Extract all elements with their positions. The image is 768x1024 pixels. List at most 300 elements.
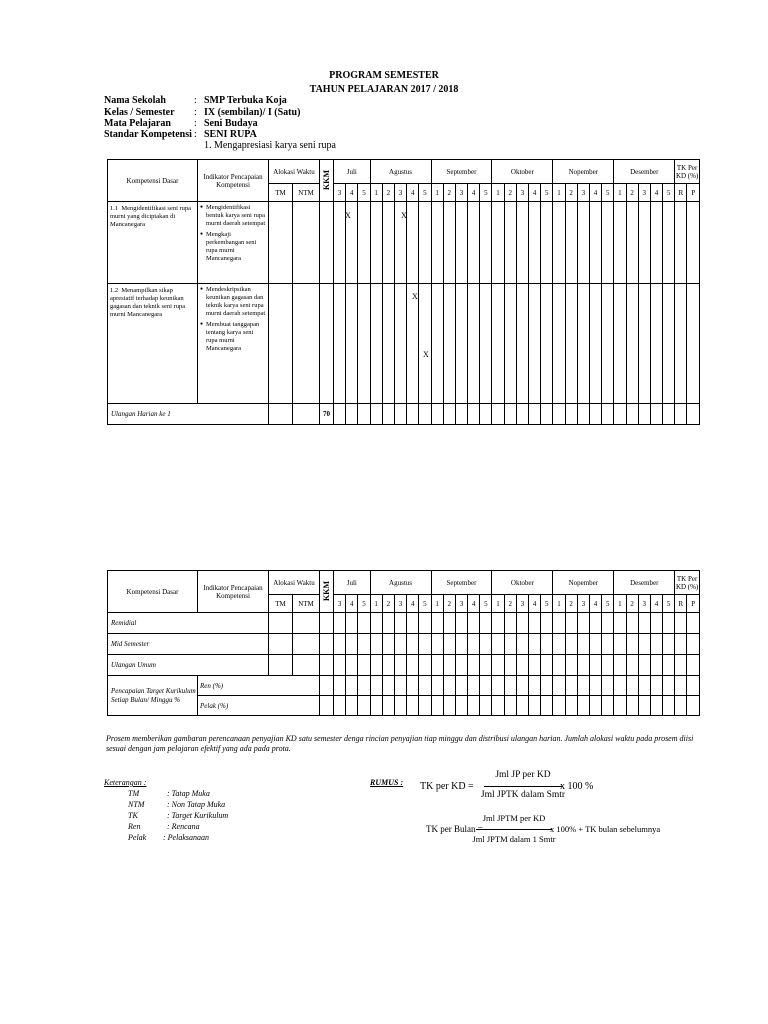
header-ntm: NTM — [293, 595, 320, 613]
week-cell: 3 — [638, 595, 650, 613]
grid-cell — [370, 655, 382, 676]
grid-cell — [614, 613, 626, 634]
grid-cell — [565, 696, 577, 716]
grid-cell — [407, 655, 419, 676]
grid-cell — [553, 676, 565, 696]
doc-subtitle: TAHUN PELAJARAN 2017 / 2018 — [309, 84, 459, 95]
info-value: IX (sembilan)/ I (Satu) — [204, 107, 301, 118]
grid-cell — [565, 202, 577, 284]
grid-cell — [269, 613, 293, 634]
grid-cell — [626, 696, 638, 716]
week-cell: 3 — [516, 184, 528, 202]
table-row — [108, 655, 700, 676]
grid-cell — [334, 284, 346, 404]
grid-cell — [675, 634, 687, 655]
week-cell: 1 — [492, 184, 504, 202]
grid-cell — [602, 284, 614, 404]
grid-cell — [455, 655, 467, 676]
grid-cell — [382, 284, 394, 404]
grid-cell — [370, 404, 382, 425]
grid-cell — [370, 202, 382, 284]
grid-cell — [492, 634, 504, 655]
grid-cell — [589, 676, 601, 696]
grid-cell — [419, 634, 431, 655]
grid-cell — [663, 676, 675, 696]
grid-cell — [358, 634, 370, 655]
grid-cell — [565, 634, 577, 655]
grid-cell — [516, 613, 528, 634]
grid-cell — [529, 284, 541, 404]
grid-cell — [638, 634, 650, 655]
week-cell: 1 — [553, 184, 565, 202]
ulangan-harian-cell: Ulangan Harian ke 1 — [108, 404, 269, 425]
grid-cell — [431, 613, 443, 634]
kd-cell: 1.1 Mengidentifikasi seni rupa murni yang diciptakan di Mancanegara — [108, 202, 198, 284]
grid-cell — [431, 696, 443, 716]
grid-cell — [675, 404, 687, 425]
grid-cell — [419, 676, 431, 696]
grid-cell — [468, 696, 480, 716]
grid-cell — [394, 613, 406, 634]
grid-cell — [431, 655, 443, 676]
grid-cell — [529, 613, 541, 634]
grid-cell — [358, 696, 370, 716]
header-tk: TK Per KD (%) — [675, 571, 700, 595]
header-indikator: Indikator Pencapaian Kompetensi — [198, 571, 269, 613]
grid-cell — [541, 676, 553, 696]
indikator-cell: ● Mengidentifikasi bentuk karya seni rupa murni daerah setempat ● Mengkaji perkembangan seni rupa murni Mancanegara — [198, 202, 269, 284]
grid-cell — [431, 404, 443, 425]
formula-2-den: Jml JPTM dalam 1 Smtr — [472, 834, 556, 844]
week-cell: 1 — [370, 184, 382, 202]
grid-cell — [419, 202, 431, 284]
x-mark: X — [423, 350, 429, 359]
week-cell: 2 — [504, 184, 516, 202]
info-sep: : — [194, 95, 197, 106]
week-cell: 4 — [468, 184, 480, 202]
grid-cell — [492, 696, 504, 716]
grid-cell — [589, 634, 601, 655]
grid-cell — [602, 404, 614, 425]
grid-cell — [687, 634, 700, 655]
info-value: SMP Terbuka Koja — [204, 95, 287, 106]
grid-cell — [394, 634, 406, 655]
week-cell: 4 — [650, 595, 662, 613]
grid-cell — [516, 404, 528, 425]
grid-cell — [480, 202, 492, 284]
info-label: Standar Kompetensi — [104, 129, 192, 140]
grid-cell — [468, 404, 480, 425]
header-p: P — [687, 595, 700, 613]
grid-cell — [650, 676, 662, 696]
grid-cell — [577, 655, 589, 676]
header-r: R — [675, 184, 687, 202]
formula-2-tail: x 100% + TK bulan sebelumnya — [550, 824, 661, 834]
ket-abbr: TM — [128, 789, 140, 798]
grid-cell — [346, 613, 358, 634]
grid-cell — [346, 676, 358, 696]
grid-cell — [614, 634, 626, 655]
grid-cell — [492, 655, 504, 676]
grid-cell — [334, 655, 346, 676]
grid-cell — [529, 696, 541, 716]
grid-cell — [516, 676, 528, 696]
week-cell: 2 — [565, 184, 577, 202]
grid-cell — [334, 202, 346, 284]
grid-cell — [650, 613, 662, 634]
grid-cell — [455, 634, 467, 655]
grid-cell — [602, 202, 614, 284]
grid-cell — [565, 404, 577, 425]
grid-cell — [293, 404, 320, 425]
grid-cell — [577, 696, 589, 716]
grid-cell — [504, 284, 516, 404]
grid-cell — [293, 655, 320, 676]
header-kkm: KKM — [320, 160, 334, 202]
grid-cell — [480, 284, 492, 404]
week-cell: 5 — [480, 595, 492, 613]
mid-semester-cell: Mid Semester — [108, 634, 269, 655]
grid-cell — [529, 676, 541, 696]
grid-cell — [492, 284, 504, 404]
grid-cell — [334, 404, 346, 425]
grid-cell — [663, 655, 675, 676]
grid-cell — [504, 655, 516, 676]
grid-cell — [468, 634, 480, 655]
grid-cell — [516, 284, 528, 404]
grid-cell — [320, 634, 334, 655]
grid-cell — [638, 284, 650, 404]
grid-cell — [626, 284, 638, 404]
grid-cell — [492, 404, 504, 425]
grid-cell — [565, 613, 577, 634]
grid-cell — [370, 696, 382, 716]
grid-cell — [663, 284, 675, 404]
grid-cell — [480, 655, 492, 676]
week-cell: 3 — [455, 595, 467, 613]
grid-cell — [443, 634, 455, 655]
grid-cell — [553, 404, 565, 425]
week-cell: 1 — [431, 184, 443, 202]
week-cell: 4 — [529, 595, 541, 613]
grid-cell — [687, 404, 700, 425]
grid-cell — [626, 655, 638, 676]
formula-1-lhs: TK per KD = — [420, 781, 474, 792]
week-cell: 2 — [504, 595, 516, 613]
grid-cell — [293, 634, 320, 655]
week-cell: 3 — [516, 595, 528, 613]
grid-cell — [431, 634, 443, 655]
grid-cell — [577, 284, 589, 404]
week-cell: 4 — [407, 184, 419, 202]
kkm-value: 70 — [320, 404, 334, 425]
grid-cell — [407, 696, 419, 716]
week-cell: 4 — [468, 595, 480, 613]
formula-2-lhs: TK per Bulan = — [426, 824, 483, 834]
grid-cell — [419, 655, 431, 676]
grid-cell — [553, 696, 565, 716]
grid-cell — [419, 613, 431, 634]
grid-cell — [626, 404, 638, 425]
week-cell: 1 — [614, 184, 626, 202]
grid-cell — [419, 284, 431, 404]
week-cell: 3 — [455, 184, 467, 202]
grid-cell — [455, 404, 467, 425]
grid-cell — [358, 202, 370, 284]
grid-cell — [650, 284, 662, 404]
x-mark: X — [345, 211, 351, 220]
grid-cell — [687, 676, 700, 696]
grid-cell — [687, 202, 700, 284]
grid-cell — [675, 655, 687, 676]
grid-cell — [358, 284, 370, 404]
ket-abbr: NTM — [128, 800, 145, 809]
grid-cell — [602, 613, 614, 634]
grid-cell — [638, 696, 650, 716]
header-tm: TM — [269, 184, 293, 202]
info-value: SENI RUPA — [204, 129, 257, 140]
grid-cell — [541, 202, 553, 284]
week-cell: 5 — [541, 184, 553, 202]
grid-cell — [516, 202, 528, 284]
grid-cell — [443, 696, 455, 716]
week-cell: 5 — [663, 184, 675, 202]
grid-cell — [541, 613, 553, 634]
ket-abbr: TK — [128, 811, 138, 820]
grid-cell — [687, 655, 700, 676]
week-cell: 3 — [394, 184, 406, 202]
grid-cell — [358, 655, 370, 676]
week-cell: 5 — [480, 184, 492, 202]
grid-cell — [468, 284, 480, 404]
doc-title: PROGRAM SEMESTER — [329, 70, 439, 81]
grid-cell — [638, 404, 650, 425]
grid-cell — [663, 634, 675, 655]
header-month: Juli — [334, 571, 371, 595]
grid-cell — [614, 284, 626, 404]
grid-cell — [346, 284, 358, 404]
grid-cell — [577, 202, 589, 284]
week-cell: 1 — [492, 595, 504, 613]
grid-cell — [589, 696, 601, 716]
week-cell: 3 — [394, 595, 406, 613]
grid-cell — [443, 404, 455, 425]
grid-cell — [602, 676, 614, 696]
formula-1-num: Jml JP per KD — [495, 770, 551, 780]
grid-cell — [602, 655, 614, 676]
header-month: September — [431, 571, 492, 595]
grid-cell — [407, 284, 419, 404]
ket-desc: : Target Kurikulum — [167, 811, 229, 820]
grid-cell — [577, 634, 589, 655]
grid-cell — [269, 202, 293, 284]
header-tk: TK Per KD (%) — [675, 160, 700, 184]
header-tm: TM — [269, 595, 293, 613]
grid-cell — [455, 613, 467, 634]
grid-cell — [504, 696, 516, 716]
grid-cell — [443, 613, 455, 634]
grid-cell — [320, 613, 334, 634]
grid-cell — [334, 696, 346, 716]
grid-cell — [638, 202, 650, 284]
grid-cell — [663, 696, 675, 716]
grid-cell — [382, 404, 394, 425]
grid-cell — [687, 284, 700, 404]
grid-cell — [565, 655, 577, 676]
week-cell: 1 — [553, 595, 565, 613]
ket-desc: : Tatap Muka — [167, 789, 210, 798]
header-alokasi: Alokasi Waktu — [269, 160, 320, 184]
grid-cell — [675, 284, 687, 404]
header-month: September — [431, 160, 492, 184]
header-month: Oktober — [492, 571, 553, 595]
header-month: Desember — [614, 571, 675, 595]
grid-cell — [650, 202, 662, 284]
grid-cell — [626, 634, 638, 655]
week-cell: 4 — [346, 184, 358, 202]
grid-cell — [358, 676, 370, 696]
grid-cell — [269, 634, 293, 655]
prosem-note: Prosem memberikan gambaran perencanaan penyajian KD satu semester denga rincian penyajian tiap minggu dan distribusi ulangan harian. Jumlah alokasi waktu pada prosem diisi sesuai dengan jam pelajaran efektif yang ada pada prota. — [106, 734, 694, 753]
week-cell: 3 — [577, 595, 589, 613]
header-kkm: KKM — [320, 571, 334, 613]
pelak-label: Pelak (%) — [198, 696, 320, 716]
week-cell: 5 — [602, 595, 614, 613]
grid-cell — [504, 202, 516, 284]
week-cell: 5 — [358, 184, 370, 202]
table-row — [108, 404, 700, 425]
grid-cell — [394, 284, 406, 404]
grid-cell — [589, 202, 601, 284]
grid-cell — [394, 676, 406, 696]
week-cell: 1 — [370, 595, 382, 613]
grid-cell — [589, 404, 601, 425]
grid-cell — [370, 613, 382, 634]
grid-cell — [626, 613, 638, 634]
grid-cell — [650, 696, 662, 716]
grid-cell — [553, 655, 565, 676]
grid-cell — [675, 696, 687, 716]
grid-cell — [529, 202, 541, 284]
week-cell: 2 — [443, 184, 455, 202]
week-cell: 3 — [638, 184, 650, 202]
grid-cell — [565, 676, 577, 696]
table-row — [108, 676, 700, 696]
grid-cell — [516, 696, 528, 716]
header-month: Nopember — [553, 571, 614, 595]
grid-cell — [455, 202, 467, 284]
grid-cell — [516, 634, 528, 655]
grid-cell — [614, 655, 626, 676]
info-label: Kelas / Semester — [104, 107, 175, 118]
grid-cell — [455, 284, 467, 404]
grid-cell — [504, 676, 516, 696]
header-month: Agustus — [370, 571, 431, 595]
grid-cell — [553, 284, 565, 404]
grid-cell — [541, 634, 553, 655]
week-cell: 5 — [602, 184, 614, 202]
week-cell: 4 — [529, 184, 541, 202]
grid-cell — [455, 696, 467, 716]
grid-cell — [334, 634, 346, 655]
grid-cell — [614, 202, 626, 284]
grid-cell — [382, 696, 394, 716]
grid-cell — [293, 202, 320, 284]
week-cell: 5 — [541, 595, 553, 613]
grid-cell — [346, 634, 358, 655]
grid-cell — [443, 655, 455, 676]
grid-cell — [431, 284, 443, 404]
grid-cell — [370, 676, 382, 696]
grid-cell — [663, 404, 675, 425]
grid-cell — [320, 202, 334, 284]
grid-cell — [675, 202, 687, 284]
grid-cell — [480, 676, 492, 696]
ren-label: Ren (%) — [198, 676, 320, 696]
info-label: Mata Pelajaran — [104, 118, 171, 129]
grid-cell — [541, 696, 553, 716]
formula-1-tail: x 100 % — [560, 781, 594, 792]
ket-desc: : Non Tatap Muka — [167, 800, 226, 809]
grid-cell — [516, 655, 528, 676]
grid-cell — [407, 404, 419, 425]
grid-cell — [394, 655, 406, 676]
table-row — [108, 634, 700, 655]
grid-cell — [480, 696, 492, 716]
week-cell: 5 — [358, 595, 370, 613]
grid-cell — [269, 655, 293, 676]
grid-cell — [443, 202, 455, 284]
grid-cell — [269, 284, 293, 404]
grid-cell — [553, 634, 565, 655]
grid-cell — [675, 613, 687, 634]
week-cell: 1 — [431, 595, 443, 613]
grid-cell — [541, 404, 553, 425]
grid-cell — [553, 202, 565, 284]
grid-cell — [382, 655, 394, 676]
grid-cell — [638, 676, 650, 696]
grid-cell — [346, 696, 358, 716]
week-cell: 2 — [382, 595, 394, 613]
week-cell: 3 — [334, 595, 346, 613]
grid-cell — [638, 613, 650, 634]
grid-cell — [638, 655, 650, 676]
grid-cell — [419, 696, 431, 716]
grid-cell — [541, 284, 553, 404]
grid-cell — [480, 404, 492, 425]
grid-cell — [443, 676, 455, 696]
grid-cell — [407, 634, 419, 655]
grid-cell — [589, 284, 601, 404]
grid-cell — [394, 696, 406, 716]
grid-cell — [589, 655, 601, 676]
grid-cell — [650, 634, 662, 655]
grid-cell — [382, 676, 394, 696]
formula-2-bar — [476, 829, 552, 830]
week-cell: 2 — [382, 184, 394, 202]
formula-1-bar — [484, 786, 562, 787]
header-alokasi: Alokasi Waktu — [269, 571, 320, 595]
grid-cell — [468, 202, 480, 284]
grid-cell — [602, 634, 614, 655]
grid-cell — [492, 676, 504, 696]
x-mark: X — [412, 292, 418, 301]
pencapaian-cell: Pencapaian Target Kurikulum Setiap Bulan/ Minggu % — [108, 676, 198, 716]
grid-cell — [407, 676, 419, 696]
grid-cell — [358, 613, 370, 634]
week-cell: 2 — [626, 184, 638, 202]
week-cell: 4 — [589, 595, 601, 613]
